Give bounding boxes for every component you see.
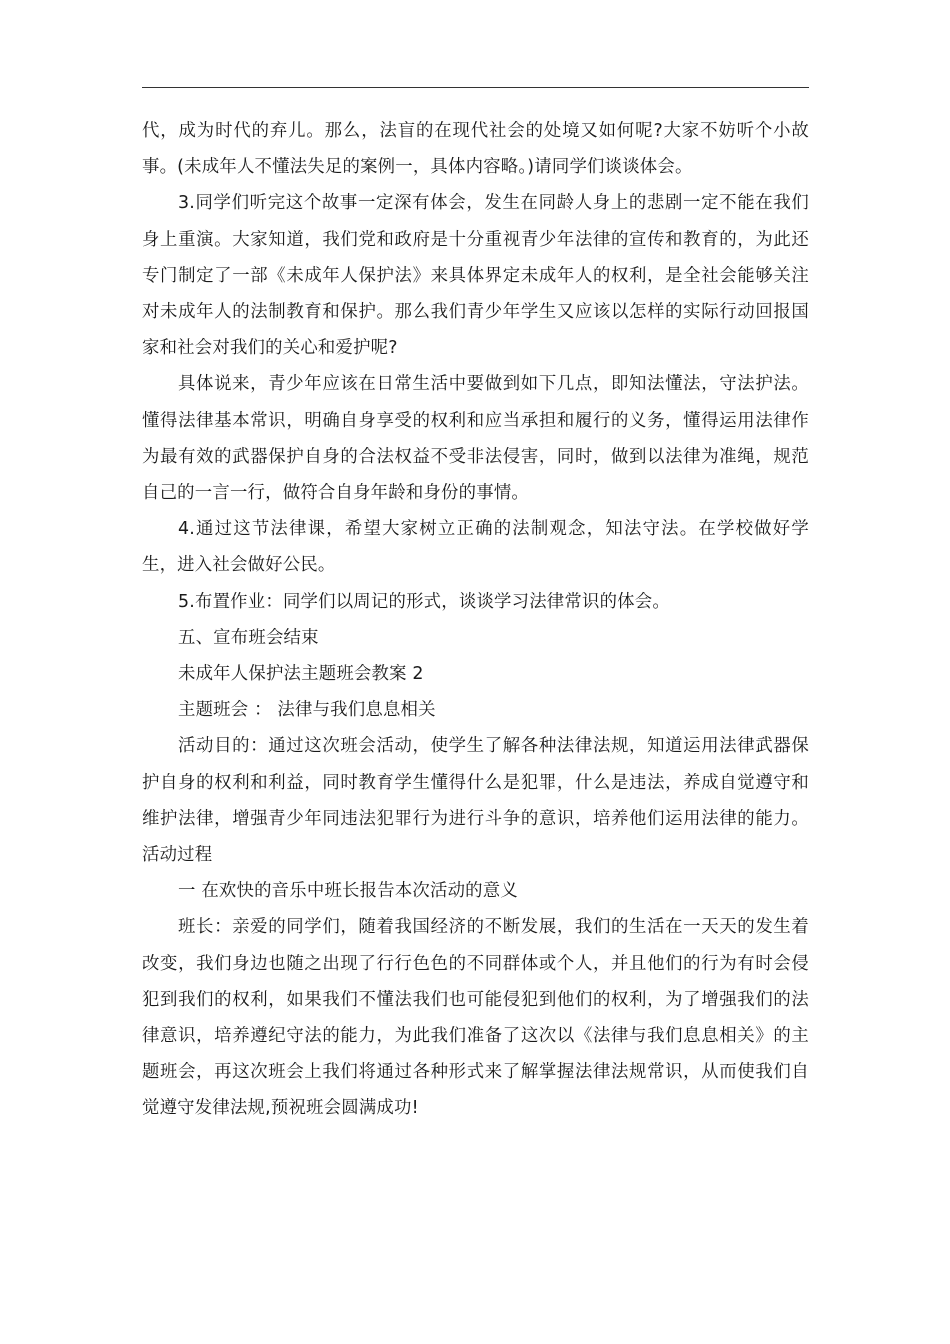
paragraph: 4.通过这节法律课，希望大家树立正确的法制观念，知法守法。在学校做好学生，进入社会做好公民。 xyxy=(142,519,809,576)
paragraph: 代，成为时代的弃儿。那么，法盲的在现代社会的处境又如何呢?大家不妨听个小故事。(未成年人不懂法失足的案例一，具体内容略。)请同学们谈谈体会。 xyxy=(142,121,809,178)
paragraph: 具体说来，青少年应该在日常生活中要做到如下几点，即知法懂法，守法护法。懂得法律基本常识，明确自身享受的权利和应当承担和履行的义务，懂得运用法律作为最有效的武器保护自身的合法权益不受非法侵害，同时，做到以法律为准绳，规范自己的一言一行，做符合自身年龄和身份的事情。 xyxy=(142,374,809,504)
lesson-title: 未成年人保护法主题班会教案 2 xyxy=(178,664,424,685)
theme-line: 主题班会 ： 法律与我们息息相关 xyxy=(178,700,436,721)
paragraph: 班长：亲爱的同学们，随着我国经济的不断发展，我们的生活在一天天的发生着改变，我们身边也随之出现了行行色色的不同群体或个人，并且他们的行为有时会侵犯到我们的权利，如果我们不懂法我们也可能侵犯到他们的权利，为了增强我们的法律意识，培养遵纪守法的能力，为此我们准备了这次以《法律与我们息息相关》的主题班会，再这次班会上我们将通过各种形式来了解掌握法律法规常识，从而使我们自觉遵守发律法规,预祝班会圆满成功! xyxy=(142,917,809,1119)
document-body xyxy=(142,113,809,1127)
section-heading: 五、宣布班会结束 xyxy=(178,627,319,648)
paragraph: 3.同学们听完这个故事一定深有体会，发生在同龄人身上的悲剧一定不能在我们身上重演。大家知道，我们党和政府是十分重视青少年法律的宣传和教育的，为此还专门制定了一部《未成年人保护法》来具体界定未成年人的权利，是全社会能够关注对未成年人的法制教育和保护。那么我们青少年学生又应该以怎样的实际行动回报国家和社会对我们的关心和爱护呢? xyxy=(142,193,809,359)
paragraph: 活动目的：通过这次班会活动，使学生了解各种法律法规，知道运用法律武器保护自身的权利和利益，同时教育学生懂得什么是犯罪，什么是违法，养成自觉遵守和维护法律，增强青少年同违法犯罪行为进行斗争的意识，培养他们运用法律的能力。 活动过程 xyxy=(142,736,809,866)
paragraph: 5.布置作业：同学们以周记的形式，谈谈学习法律常识的体会。 xyxy=(178,591,670,612)
section-heading: 一 在欢快的音乐中班长报告本次活动的意义 xyxy=(178,881,518,902)
header-rule xyxy=(142,87,809,88)
